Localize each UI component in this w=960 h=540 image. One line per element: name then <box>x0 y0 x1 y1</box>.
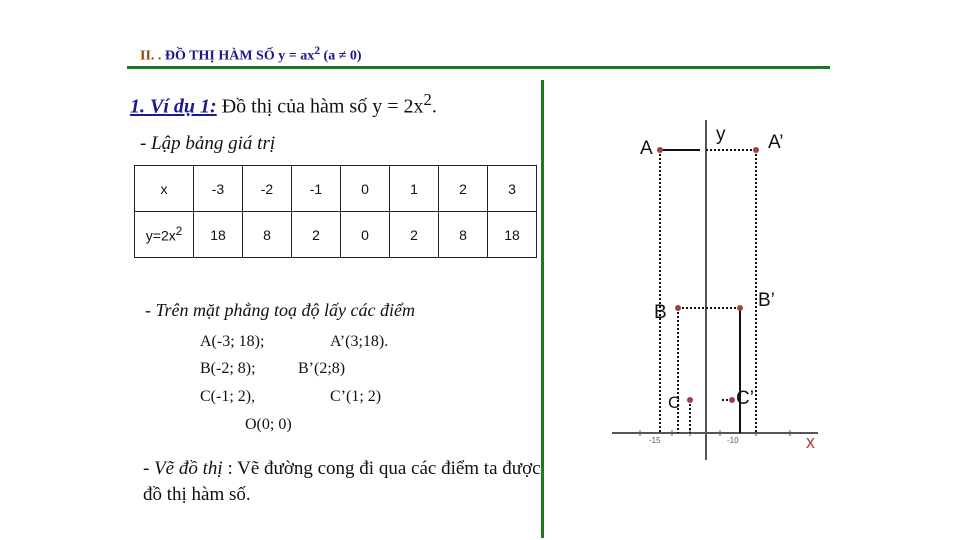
step-draw-rest: : Vẽ đường cong đi qua các điểm ta được đồ thị hàm số. <box>143 458 541 505</box>
point-c-prime: C’(1; 2) <box>330 388 382 405</box>
example-dot: . <box>431 95 437 118</box>
point-c: C(-1; 2), <box>200 388 256 405</box>
table-cell: 18 <box>194 212 243 258</box>
label-c: C <box>668 393 681 412</box>
example-label: 1. Ví dụ 1: <box>130 95 217 118</box>
example-line <box>130 90 437 119</box>
point-a-marker <box>657 147 663 153</box>
table-cell: -3 <box>194 166 243 212</box>
point-a: A(-3; 18); <box>200 333 265 350</box>
point-b-prime: B’(2;8) <box>298 360 346 377</box>
table-cell: 0 <box>341 212 390 258</box>
section-number: II. . <box>140 48 162 64</box>
point-a-prime: A’(3;18). <box>330 333 389 350</box>
point-b: B(-2; 8); <box>200 360 256 377</box>
table-cell: -2 <box>243 166 292 212</box>
table-row <box>135 166 537 212</box>
point-c-marker <box>687 397 693 403</box>
table-row <box>135 212 537 258</box>
table-cell: 8 <box>439 212 488 258</box>
label-c-prime: C’ <box>736 388 754 409</box>
tick-label: -10 <box>727 436 739 445</box>
top-divider <box>127 66 830 69</box>
point-b-prime-marker <box>737 305 743 311</box>
table-cell: 3 <box>488 166 537 212</box>
table-cell: 2 <box>439 166 488 212</box>
section-title: ĐỒ THỊ HÀM SỐ y = ax <box>164 48 315 64</box>
point-a-prime-marker <box>753 147 759 153</box>
table-cell: 0 <box>341 166 390 212</box>
example-text: Đồ thị của hàm số y = 2x <box>221 95 424 118</box>
table-cell: 1 <box>390 166 439 212</box>
label-x: x <box>806 432 815 452</box>
example-exponent: 2 <box>423 90 432 109</box>
table-title: - Lập bảng giá trị <box>140 133 276 154</box>
point-c-prime-marker <box>729 397 735 403</box>
table-cell: x <box>135 166 194 212</box>
table-cell: 8 <box>243 212 292 258</box>
row-head-text: y=2x <box>145 227 176 244</box>
step-points-title: - Trên mặt phẳng toạ độ lấy các điểm <box>145 300 415 320</box>
step-draw-text <box>143 456 543 508</box>
section-title-exponent: 2 <box>314 44 321 57</box>
step-draw-label: - Vẽ đồ thị <box>143 458 223 479</box>
values-table <box>134 165 537 258</box>
tick-label: -15 <box>649 436 661 445</box>
table-cell <box>135 212 194 258</box>
row-head-exponent: 2 <box>175 225 183 239</box>
label-b-prime: B’ <box>758 290 775 311</box>
table-cell: 2 <box>292 212 341 258</box>
label-a: A <box>640 138 653 159</box>
point-b-marker <box>675 305 681 311</box>
point-origin: O(0; 0) <box>245 416 292 433</box>
label-a-prime: A’ <box>768 132 784 153</box>
table-cell: -1 <box>292 166 341 212</box>
label-y: y <box>716 124 726 145</box>
coordinate-graph <box>600 110 830 460</box>
table-cell: 2 <box>390 212 439 258</box>
section-condition: (a ≠ 0) <box>320 48 362 64</box>
table-cell: 18 <box>488 212 537 258</box>
section-heading <box>140 44 362 65</box>
label-b: B <box>654 302 667 323</box>
